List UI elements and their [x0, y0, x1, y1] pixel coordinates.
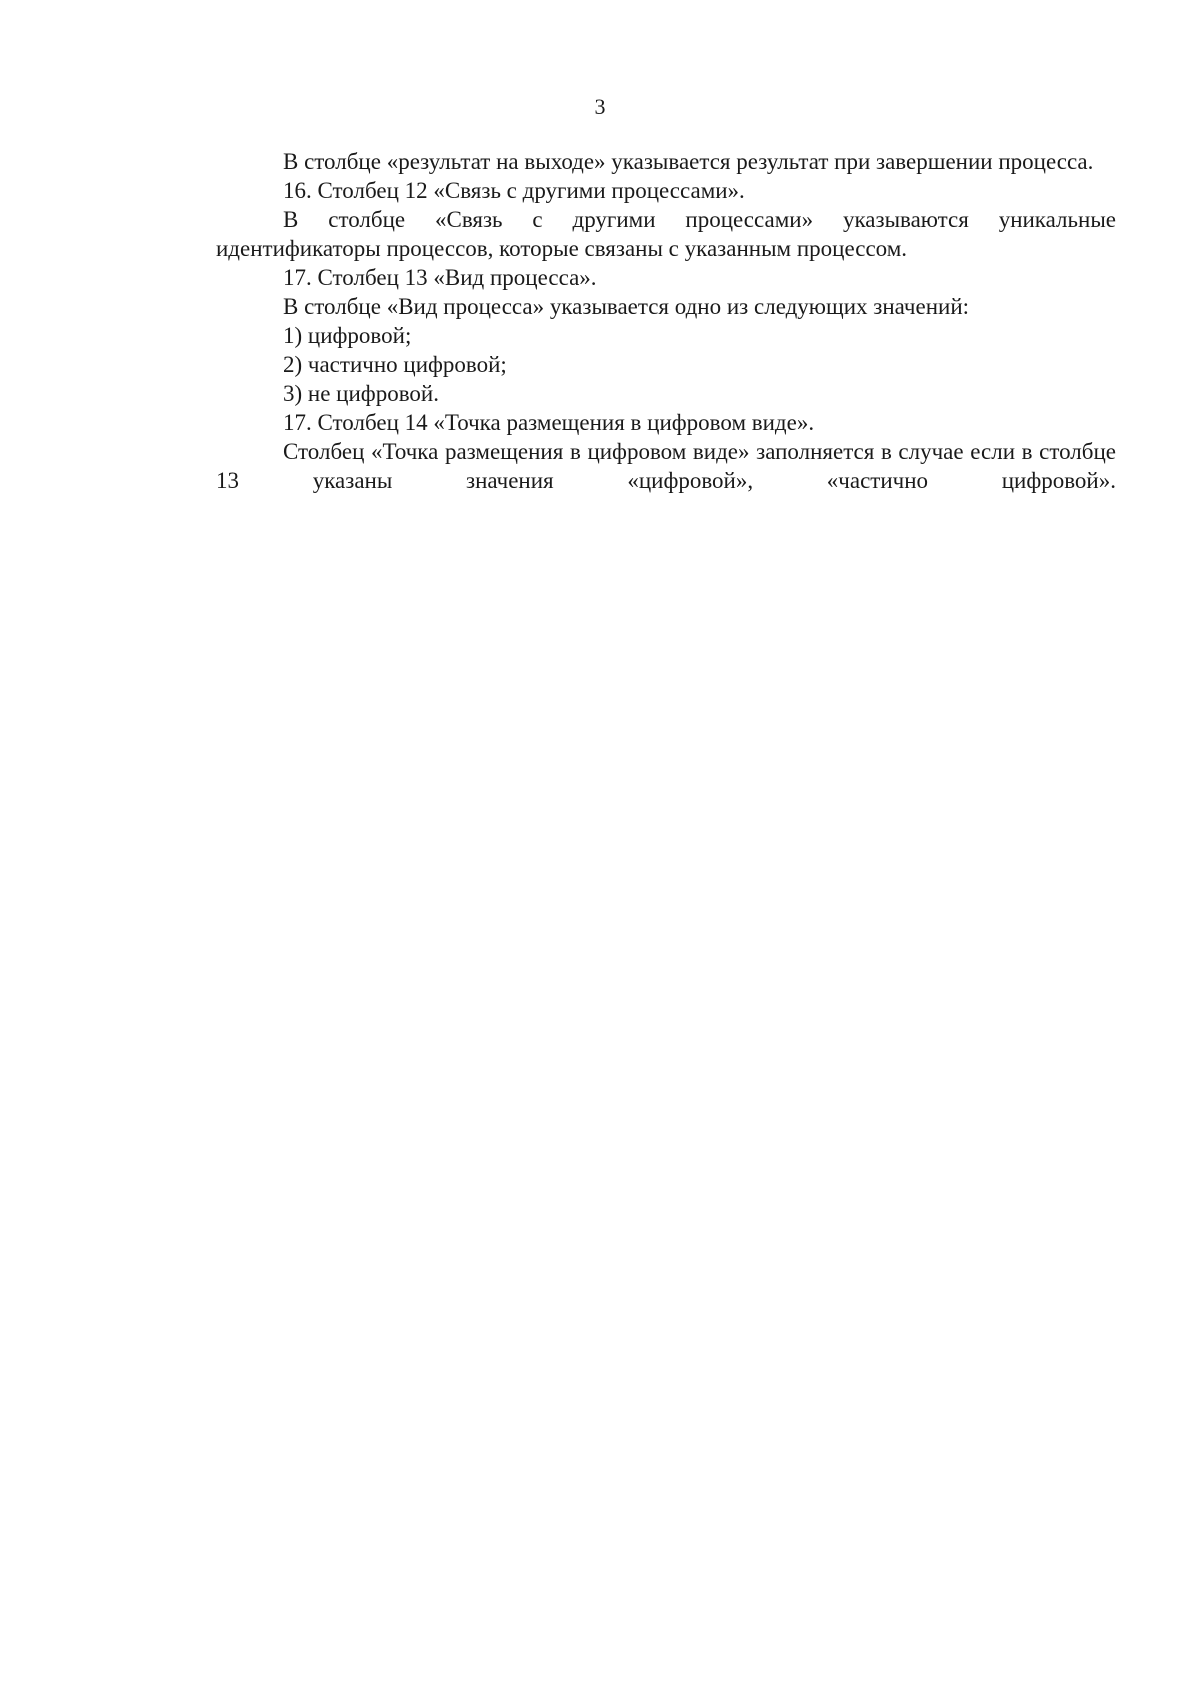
paragraph-column-13-heading: 17. Столбец 13 «Вид процесса».	[283, 265, 597, 290]
paragraph-column-12-description: В столбце «Связь с другими процессами» указываются уникальные идентификаторы процессов, которые связаны с указанным процессом.	[216, 207, 1116, 261]
paragraph-column-14-heading: 17. Столбец 14 «Точка размещения в цифровом виде».	[283, 410, 815, 435]
list-item-partially-digital: 2) частично цифровой;	[283, 352, 507, 377]
paragraph-column-13-description: В столбце «Вид процесса» указывается одно из следующих значений:	[283, 294, 970, 319]
list-item-digital: 1) цифровой;	[283, 323, 412, 348]
list-item-non-digital: 3) не цифровой.	[283, 381, 439, 406]
paragraph-output-result: В столбце «результат на выходе» указывается результат при завершении процесса.	[283, 149, 1094, 174]
paragraph-column-14-description: Столбец «Точка размещения в цифровом виде» заполняется в случае если в столбце 13 указаны значения «цифровой», «частично цифровой».	[216, 439, 1116, 493]
document-body	[216, 147, 1116, 495]
page-number: 3	[594, 94, 606, 119]
paragraph-column-12-heading: 16. Столбец 12 «Связь с другими процессами».	[283, 178, 745, 203]
